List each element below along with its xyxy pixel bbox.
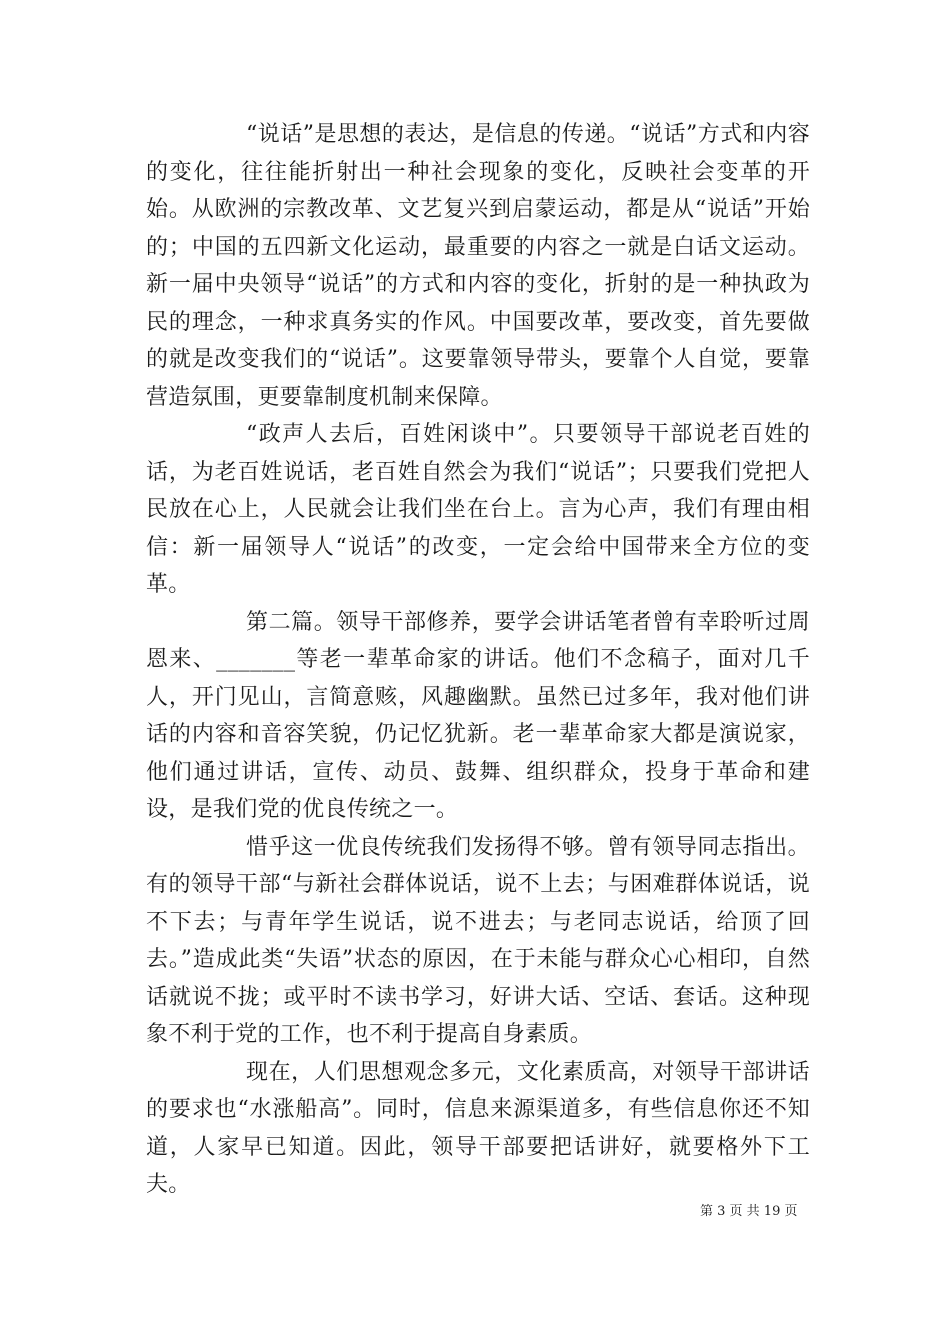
paragraph-3: 第二篇。领导干部修养，要学会讲话笔者曾有幸聆听过周恩来、_______等老一辈革命家的讲话。他们不念稿子，面对几千人，开门见山，言简意赅，风趣幽默。虽然已过多年，我对他们讲话的内容和音容笑貌，仍记忆犹新。老一辈革命家大都是演说家，他们通过讲话，宣传、动员、鼓舞、组织群众，投身于革命和建设，是我们党的优良传统之一。 — [146, 609, 810, 822]
paragraph-1: “说话”是思想的表达，是信息的传递。“说话”方式和内容的变化，往往能折射出一种社会现象的变化，反映社会变革的开始。从欧洲的宗教改革、文艺复兴到启蒙运动，都是从“说话”开始的；中国的五四新文化运动，最重要的内容之一就是白话文运动。新一届中央领导“说话”的方式和内容的变化，折射的是一种执政为民的理念，一种求真务实的作风。中国要改革，要改变，首先要做的就是改变我们的“说话”。这要靠领导带头，要靠个人自觉，要靠营造氛围，更要靠制度机制来保障。 — [146, 122, 810, 410]
paragraph-2: “政声人去后，百姓闲谈中”。只要领导干部说老百姓的话，为老百姓说话，老百姓自然会为我们“说话”；只要我们党把人民放在心上，人民就会让我们坐在台上。言为心声，我们有理由相信：新一届领导人“说话”的改变，一定会给中国带来全方位的变革。 — [146, 422, 810, 597]
paragraph-4: 惜乎这一优良传统我们发扬得不够。曾有领导同志指出。有的领导干部“与新社会群体说话，说不上去；与困难群体说话，说不下去；与青年学生说话，说不进去；与老同志说话，给顶了回去。”造成此类“失语”状态的原因，在于未能与群众心心相印，自然话就说不拢；或平时不读书学习，好讲大话、空话、套话。这种现象不利于党的工作，也不利于提高自身素质。 — [146, 834, 810, 1047]
page-number-footer: 第 3 页 共 19 页 — [700, 1204, 798, 1219]
document-body — [146, 116, 810, 1204]
paragraph-5: 现在，人们思想观念多元，文化素质高，对领导干部讲话的要求也“水涨船高”。同时，信息来源渠道多，有些信息你还不知道，人家早已知道。因此，领导干部要把话讲好，就要格外下工夫。 — [146, 1059, 810, 1197]
